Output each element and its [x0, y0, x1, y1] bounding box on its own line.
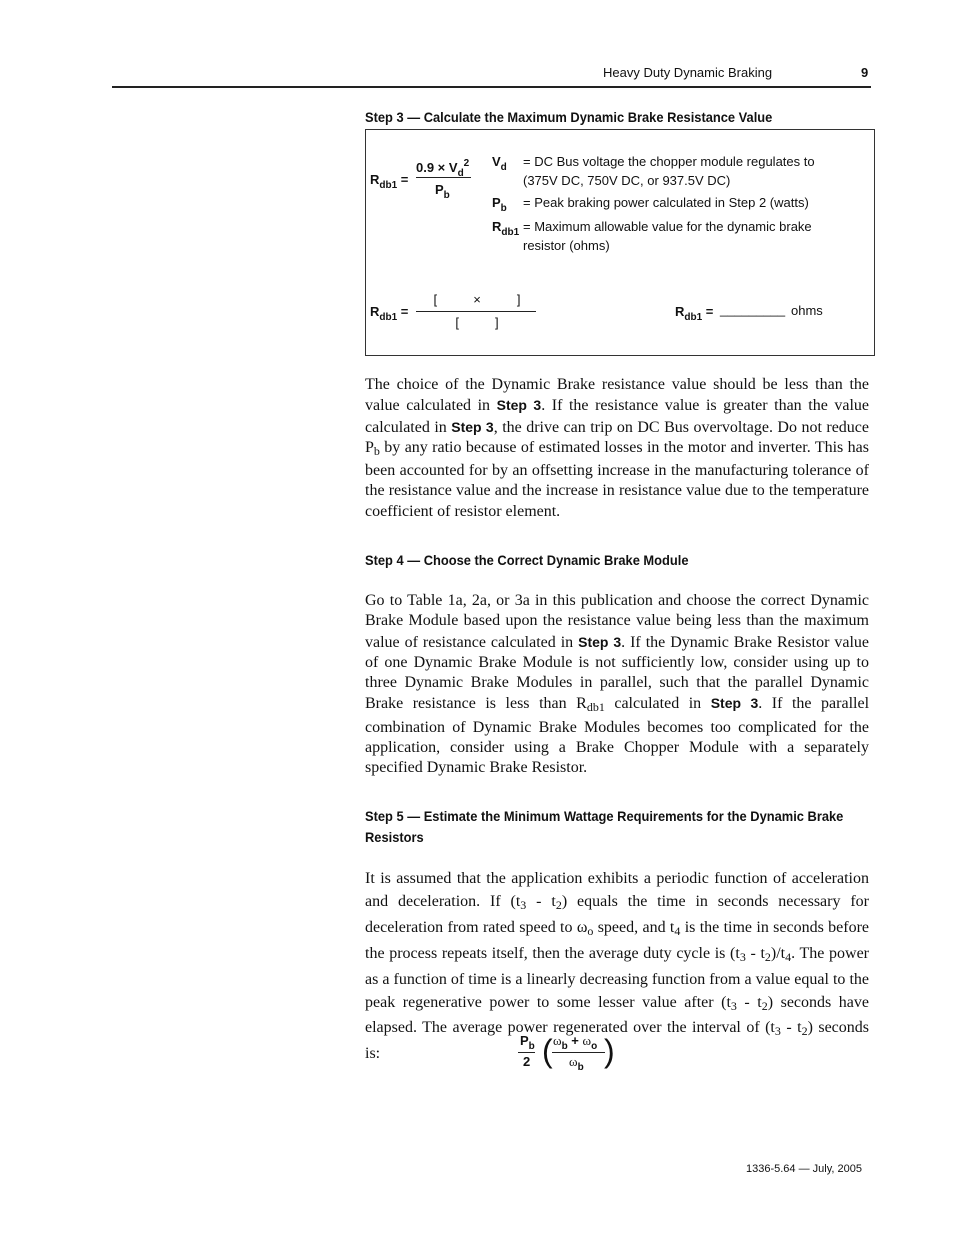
header-rule	[112, 86, 871, 88]
def-text-vd: = DC Bus voltage the chopper module regulates to (375V DC, 750V DC, or 937.5V DC)	[523, 154, 815, 188]
formula-close-paren: )	[604, 1033, 615, 1069]
formula-numerator: $0.9 \times V_d^2$	[416, 158, 470, 179]
fill-in-denominator: [ ]	[455, 315, 499, 330]
def-text-pb: = Peak braking power calculated in Step 2 (watts)	[523, 195, 809, 210]
footer-publication: 1336-5.64 — July, 2005	[746, 1163, 862, 1175]
formula-open-paren: (	[542, 1033, 553, 1069]
formula-box	[365, 129, 875, 356]
fill-in-numerator: [ × ]	[433, 292, 521, 307]
def-text-rdb1: = Maximum allowable value for the dynamic brake resistor (ohms)	[523, 219, 812, 253]
step4-heading: Step 4 — Choose the Correct Dynamic Brake Module	[365, 552, 689, 568]
page-number: 9	[861, 65, 869, 80]
def-symbol-pb: $P_b$	[492, 195, 507, 214]
def-symbol-rdb1: $R_{db1}$	[492, 219, 520, 238]
formula-denominator: $P_b$	[435, 182, 450, 201]
def-symbol-vd: $V_d$	[492, 154, 507, 173]
fill-in-lhs: $R_{db1}$ =	[370, 304, 409, 323]
formula-omega-sum: $\omega_b + \omega_o$	[553, 1033, 598, 1052]
formula-lhs: $R_{db1}$ =	[370, 172, 409, 191]
result-blank: _________	[720, 302, 786, 317]
average-power-formula	[518, 1031, 618, 1075]
formula-two: 2	[523, 1054, 531, 1069]
step5-paragraph: It is assumed that the application exhibits a periodic function of acceleration and deceleration. If $(t_3 - t_2)$ equals the time in seconds necessary for deceleration from rated speed to $\omega_o$ speed, and $t_4$ is the time in seconds before the process repeats itself, then the average duty cycle is $(t_3 - t_2)/t_4$. The power as a function of time is a linearly decreasing function from a value equal to the peak regenerative power to some lesser value after $(t_3 - t_2)$ seconds have elapsed. The average power regenerated over the interval of $(t_3 - t_2)$ seconds is:	[365, 870, 870, 1063]
fill-in-fraction-bar	[416, 311, 536, 312]
result-label: $R_{db1}$ =	[675, 304, 714, 323]
step5-heading: Step 5 — Estimate the Minimum Wattage Requirements for the Dynamic Brake Resistors	[365, 808, 844, 845]
step3-paragraph: The choice of the Dynamic Brake resistance value should be less than the value calculated in Step 3. If the resistance value is greater than the value calculated in Step 3, the drive can trip on DC Bus overvoltage. Do not reduce $P_b$ by any ratio because of estimated losses in the motor and inverter. This has been accounted for by an offsetting increase in the manufacturing tolerance of the resistance value and the increase in resistance value due to the temperature coefficient of resistor element.	[365, 376, 870, 520]
formula-omega-b: $\omega_b$	[569, 1054, 584, 1073]
running-header-title: Heavy Duty Dynamic Braking	[603, 65, 773, 80]
fraction-bar	[416, 177, 471, 178]
step3-heading: Step 3 — Calculate the Maximum Dynamic Brake Resistance Value	[365, 109, 773, 125]
step4-paragraph: Go to Table 1a, 2a, or 3a in this publication and choose the correct Dynamic Brake Module based upon the resistance value being less than the maximum value of resistance calculated in Step 3. If the Dynamic Brake Resistor value of one Dynamic Brake Module is not sufficiently low, consider using up to three Dynamic Brake Modules in parallel, such that the parallel Dynamic Brake resistance is less than $R_{db1}$ calculated in Step 3. If the parallel combination of Dynamic Brake Modules becomes too complicated for the application, consider using a Brake Chopper Module with a separately specified Dynamic Brake Resistor.	[365, 592, 870, 777]
formula-pb: $P_b$	[520, 1033, 535, 1052]
result-unit: ohms	[791, 303, 823, 318]
